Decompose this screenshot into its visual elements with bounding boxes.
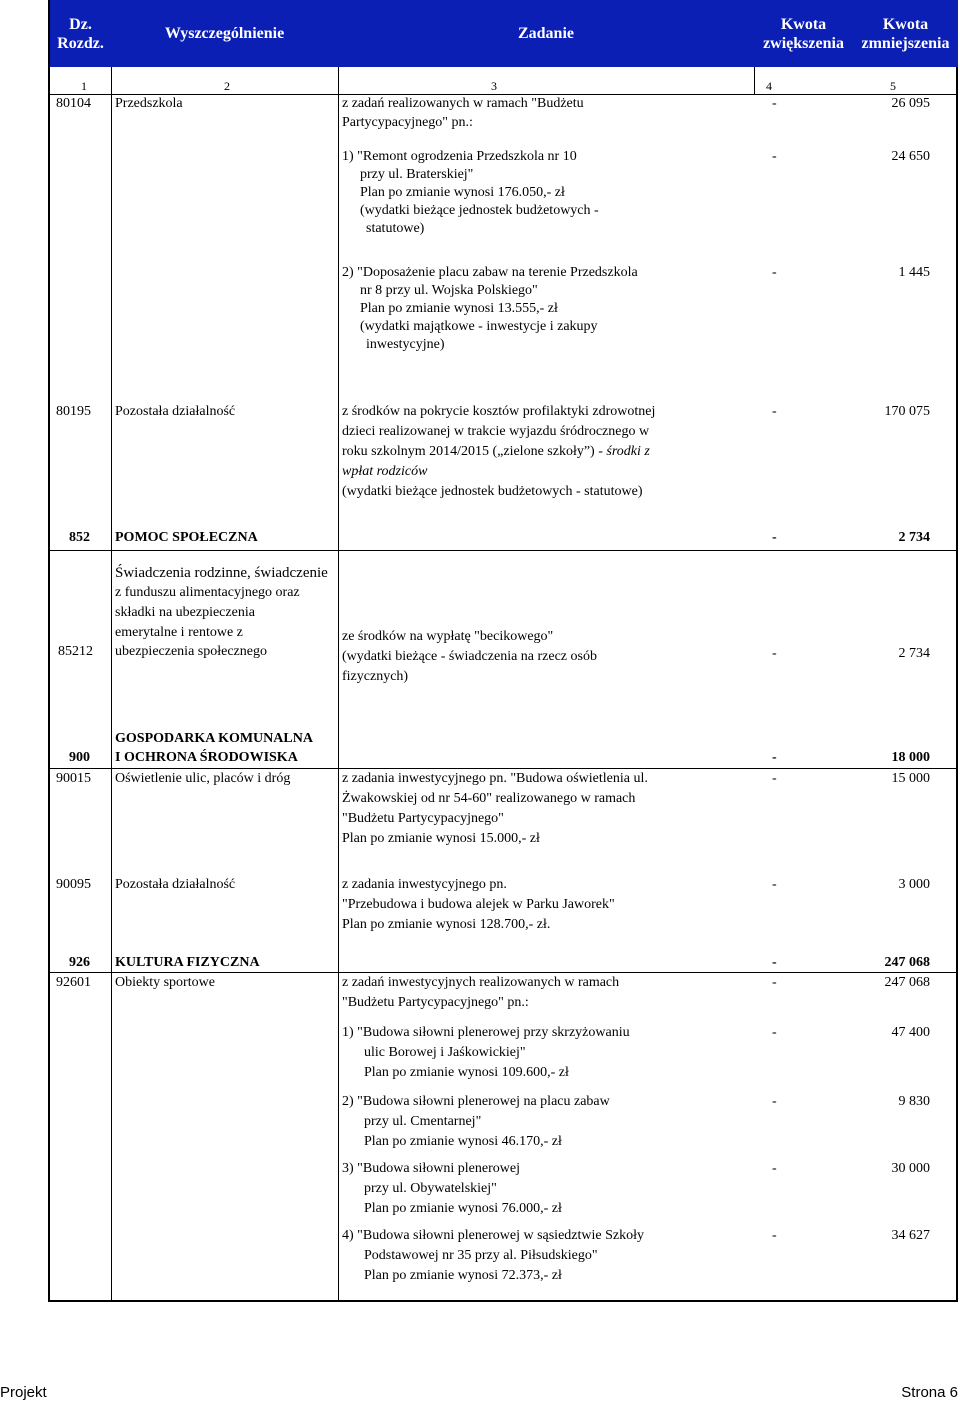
item-line: Plan po zmianie wynosi 109.600,- zł: [364, 1065, 569, 1080]
footer-left: Projekt: [0, 1384, 47, 1401]
item-line: ulic Borowej i Jaśkowickiej": [364, 1045, 526, 1060]
col-divider-3: [754, 67, 755, 95]
row-task-line: Partycypacyjnego" pn.:: [342, 115, 473, 130]
item-line: Plan po zmianie wynosi 46.170,- zł: [364, 1134, 562, 1149]
row-task-line: dzieci realizowanej w trakcie wyjazdu śródrocznego w: [342, 424, 650, 439]
row-task-line: Plan po zmianie wynosi 128.700,- zł.: [342, 917, 551, 932]
colnum-1: 1: [81, 79, 87, 93]
row-increase: -: [772, 975, 777, 990]
section-decrease: 247 068: [884, 955, 930, 970]
item-line: przy ul. Obywatelskiej": [364, 1181, 497, 1196]
row-name: Obiekty sportowe: [115, 975, 215, 990]
row-task-line: ze środków na wypłatę "becikowego": [342, 629, 554, 644]
item-line: inwestycyjne): [366, 337, 445, 352]
row-task-line: roku szkolnym 2014/2015 („zielone szkoły”) - środki z: [342, 444, 650, 459]
item-line: Plan po zmianie wynosi 76.000,- zł: [364, 1201, 562, 1216]
section-code: 852: [69, 530, 90, 545]
header-col-task: Zadanie: [338, 0, 754, 67]
colnum-4: 4: [766, 79, 772, 93]
item-line: (wydatki bieżące jednostek budżetowych -: [360, 203, 599, 218]
footer-page-number: Strona 6: [901, 1384, 958, 1401]
row-code: 80104: [56, 96, 91, 111]
item-increase: -: [772, 149, 777, 164]
item-decrease: 9 830: [898, 1094, 930, 1109]
row-code: 80195: [56, 404, 91, 419]
row-name-line: składki na ubezpieczenia: [115, 605, 255, 620]
row-task-line: wpłat rodziców: [342, 464, 428, 479]
item-decrease: 1 445: [898, 265, 930, 280]
section-name-line: I OCHRONA ŚRODOWISKA: [115, 750, 298, 765]
row-increase: -: [772, 771, 777, 786]
row-decrease: 26 095: [891, 96, 930, 111]
row-name-line: ubezpieczenia społecznego: [115, 644, 267, 659]
row-task-line: fizycznych): [342, 669, 409, 684]
section-code: 926: [69, 955, 90, 970]
section-increase: -: [772, 530, 777, 545]
header-col-name: Wyszczególnienie: [111, 0, 338, 67]
colnum-5: 5: [890, 79, 896, 93]
item-increase: -: [772, 1161, 777, 1176]
row-code: 92601: [56, 975, 91, 990]
row-task-line: z zadań inwestycyjnych realizowanych w ramach: [342, 975, 620, 990]
row-decrease: 247 068: [884, 975, 930, 990]
row-task-line: (wydatki bieżące jednostek budżetowych - statutowe): [342, 484, 643, 499]
row-name: Pozostała działalność: [115, 404, 236, 419]
item-line: 1) "Remont ogrodzenia Przedszkola nr 10: [342, 149, 577, 164]
item-increase: -: [772, 1228, 777, 1243]
budget-table: [48, 0, 958, 1302]
item-line: przy ul. Cmentarnej": [364, 1114, 482, 1129]
item-increase: -: [772, 1094, 777, 1109]
section-name: KULTURA FIZYCZNA: [115, 955, 260, 970]
row-name-line: z funduszu alimentacyjnego oraz: [115, 585, 300, 600]
colnum-3: 3: [491, 79, 497, 93]
item-line: (wydatki majątkowe - inwestycje i zakupy: [360, 319, 598, 334]
item-line: 3) "Budowa siłowni plenerowej: [342, 1161, 520, 1176]
row-decrease: 15 000: [891, 771, 930, 786]
item-line: Plan po zmianie wynosi 13.555,- zł: [360, 301, 558, 316]
row-increase: -: [772, 646, 777, 661]
item-decrease: 30 000: [891, 1161, 930, 1176]
section-code: 900: [69, 750, 90, 765]
row-code: 90015: [56, 771, 91, 786]
item-line: 4) "Budowa siłowni plenerowej w sąsiedztwie Szkoły: [342, 1228, 644, 1243]
row-task-line: "Budżetu Partycypacyjnego": [342, 811, 504, 826]
header-col-decrease: Kwota zmniejszenia: [853, 0, 958, 67]
row-name: Przedszkola: [115, 96, 183, 111]
header-col-increase: Kwota zwiększenia: [754, 0, 853, 67]
item-decrease: 34 627: [891, 1228, 930, 1243]
row-task-line: z zadań realizowanych w ramach "Budżetu: [342, 96, 584, 111]
item-line: Plan po zmianie wynosi 72.373,- zł: [364, 1268, 562, 1283]
row-code: 85212: [58, 644, 93, 659]
item-line: przy ul. Braterskiej": [360, 167, 474, 182]
item-line: 2) "Budowa siłowni plenerowej na placu zabaw: [342, 1094, 610, 1109]
rule-926: [50, 972, 956, 973]
item-decrease: 47 400: [891, 1025, 930, 1040]
header-col-dz: Dz. Rozdz.: [50, 0, 111, 67]
row-increase: -: [772, 404, 777, 419]
row-task-line: "Przebudowa i budowa alejek w Parku Jaworek": [342, 897, 615, 912]
item-line: 2) "Doposażenie placu zabaw na terenie Przedszkola: [342, 265, 638, 280]
rule-852: [50, 550, 956, 551]
item-line: statutowe): [366, 221, 425, 236]
section-decrease: 2 734: [898, 530, 930, 545]
row-task-line: z środków na pokrycie kosztów profilaktyki zdrowotnej: [342, 404, 656, 419]
item-decrease: 24 650: [891, 149, 930, 164]
item-line: Podstawowej nr 35 przy al. Piłsudskiego": [364, 1248, 598, 1263]
row-task-line: "Budżetu Partycypacyjnego" pn.:: [342, 995, 529, 1010]
row-decrease: 2 734: [898, 646, 930, 661]
rule-900: [50, 768, 956, 769]
col-divider-2: [338, 67, 339, 1300]
row-name: Oświetlenie ulic, placów i dróg: [115, 771, 291, 786]
row-task-line: z zadania inwestycyjnego pn.: [342, 877, 507, 892]
row-decrease: 170 075: [884, 404, 930, 419]
section-increase: -: [772, 750, 777, 765]
row-increase: -: [772, 96, 777, 111]
section-decrease: 18 000: [891, 750, 930, 765]
row-task-line: Plan po zmianie wynosi 15.000,- zł: [342, 831, 540, 846]
item-increase: -: [772, 265, 777, 280]
row-name-line: Świadczenia rodzinne, świadczenie: [115, 565, 328, 581]
item-increase: -: [772, 1025, 777, 1040]
row-task-line: z zadania inwestycyjnego pn. "Budowa oświetlenia ul.: [342, 771, 648, 786]
row-code: 90095: [56, 877, 91, 892]
item-line: 1) "Budowa siłowni plenerowej przy skrzyżowaniu: [342, 1025, 630, 1040]
item-line: Plan po zmianie wynosi 176.050,- zł: [360, 185, 565, 200]
row-task-line: Żwakowskiej od nr 54-60" realizowanego w ramach: [342, 791, 636, 806]
row-name: Pozostała działalność: [115, 877, 236, 892]
section-name: POMOC SPOŁECZNA: [115, 530, 258, 545]
col-divider-1: [111, 67, 112, 1300]
row-name-line: emerytalne i rentowe z: [115, 625, 243, 640]
colnum-2: 2: [224, 79, 230, 93]
section-increase: -: [772, 955, 777, 970]
section-name-line: GOSPODARKA KOMUNALNA: [115, 731, 313, 746]
row-decrease: 3 000: [898, 877, 930, 892]
row-increase: -: [772, 877, 777, 892]
row-task-line: (wydatki bieżące - świadczenia na rzecz osób: [342, 649, 597, 664]
item-line: nr 8 przy ul. Wojska Polskiego": [360, 283, 538, 298]
